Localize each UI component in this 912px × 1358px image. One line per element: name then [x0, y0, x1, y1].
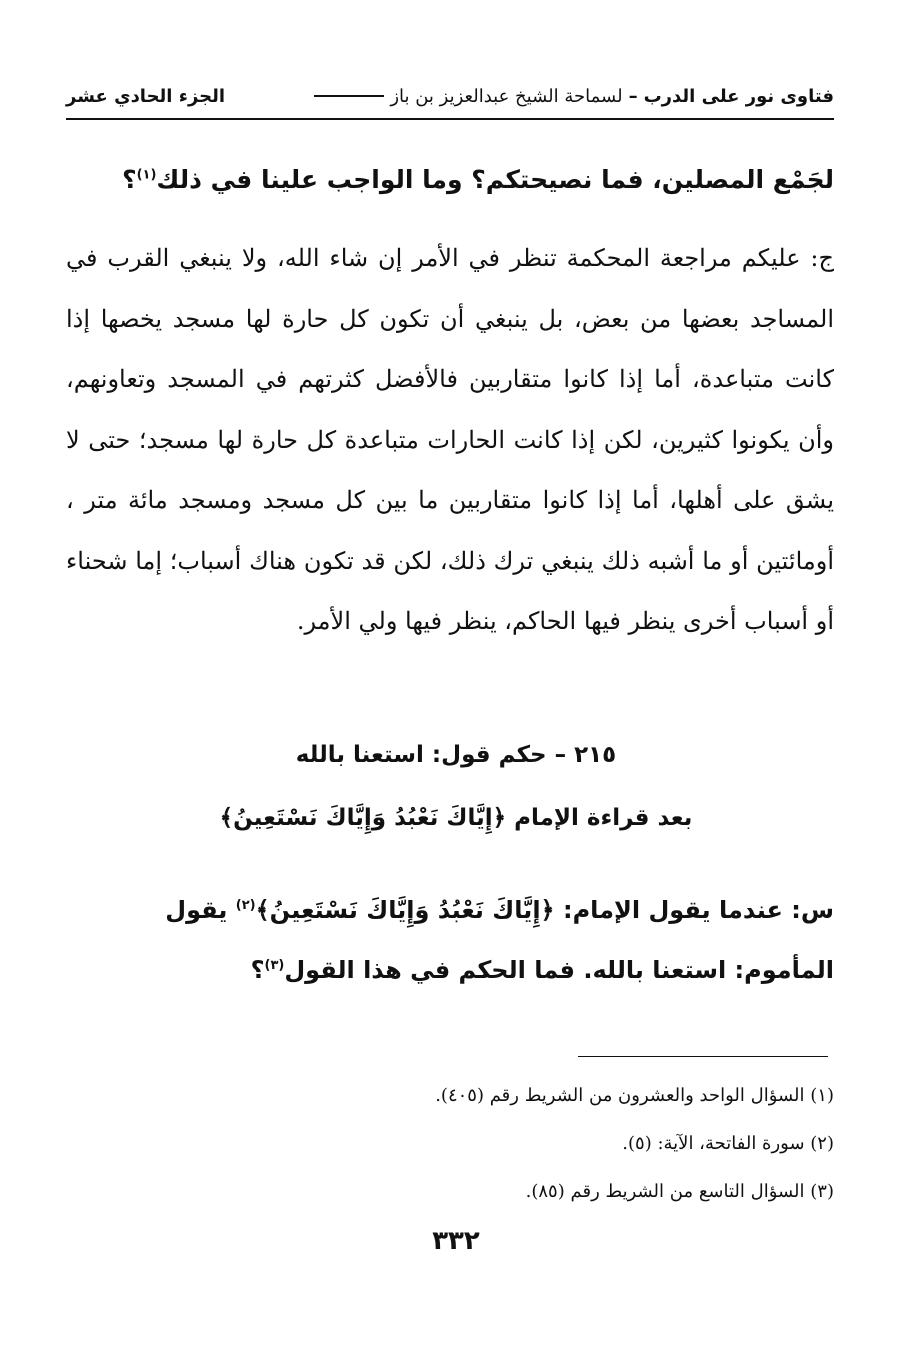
section-dash: – [554, 742, 567, 768]
volume-label: الجزء الحادي عشر [66, 85, 226, 107]
footnote-ref-2: (٢) [235, 898, 256, 913]
previous-question-text: لجَمْع المصلين، فما نصيحتكم؟ وما الواجب علينا في ذلك [156, 165, 834, 194]
footnote-3: (٣) السؤال التاسع من الشريط رقم (٨٥). [525, 1181, 834, 1202]
book-title: فتاوى نور على الدرب [643, 85, 834, 107]
section-number: ٢١٥ [574, 742, 617, 768]
question-end-mark: ؟ [250, 956, 265, 984]
answer-paragraph: ج: عليكم مراجعة المحكمة تنظر في الأمر إن شاء الله، ولا ينبغي القرب في المساجد بعضها من بعض، بل ينبغي أن تكون كل حارة لها مسجد يخصها إذا كانت متباعدة، أما إذا كانوا متقاربين فالأفضل كثرتهم في المسجد وتعاونهم، وأن يكونوا كثيرين، لكن إذا كانت الحارات متباعدة كل حارة لها مسجد؛ حتى لا يشق على أهلها، أما إذا كانوا متقاربين ما بين كل مسجد ومسجد مائة متر ، أومائتين أو ما أشبه ذلك ينبغي ترك ذلك، لكن قد تكون هناك أسباب؛ إما شحناء أو أسباب أخرى ينظر فيها الحاكم، ينظر فيها ولي الأمر. [66, 244, 835, 635]
footnotes [66, 1072, 834, 1216]
header-book-info [314, 86, 834, 107]
question-mark: ؟ [122, 165, 137, 194]
header-separator [314, 95, 384, 97]
question-part-2: يقول المأموم: استعنا بالله. فما الحكم في هذا القول [165, 896, 834, 984]
section-subtitle-prefix: بعد قراءة الإمام [514, 805, 693, 831]
header-dash: – [628, 85, 638, 107]
footnote-1: (١) السؤال الواحد والعشرون من الشريط رقم (٤٠٥). [435, 1085, 834, 1106]
footnote-ref-1: (١) [136, 167, 157, 183]
page-number: ٣٣٢ [432, 1226, 480, 1256]
previous-question-tail [66, 150, 834, 210]
question-paragraph [66, 880, 834, 1000]
author-name: لسماحة الشيخ عبدالعزيز بن باز [390, 85, 623, 107]
running-header [66, 80, 834, 120]
footnote-divider [578, 1056, 828, 1057]
section-subheading [66, 798, 846, 838]
section-heading [66, 735, 846, 775]
section-title: حكم قول: استعنا بالله [295, 742, 547, 768]
footnote-2: (٢) سورة الفاتحة، الآية: (٥). [622, 1133, 834, 1154]
question-part-1: س: عندما يقول الإمام: [562, 896, 834, 924]
question-verse: ﴿إِيَّاكَ نَعْبُدُ وَإِيَّاكَ نَسْتَعِينُ﴾ [255, 896, 555, 924]
section-verse: ﴿إِيَّاكَ نَعْبُدُ وَإِيَّاكَ نَسْتَعِينُ﴾ [219, 805, 507, 831]
footnote-ref-3: (٣) [264, 958, 285, 973]
